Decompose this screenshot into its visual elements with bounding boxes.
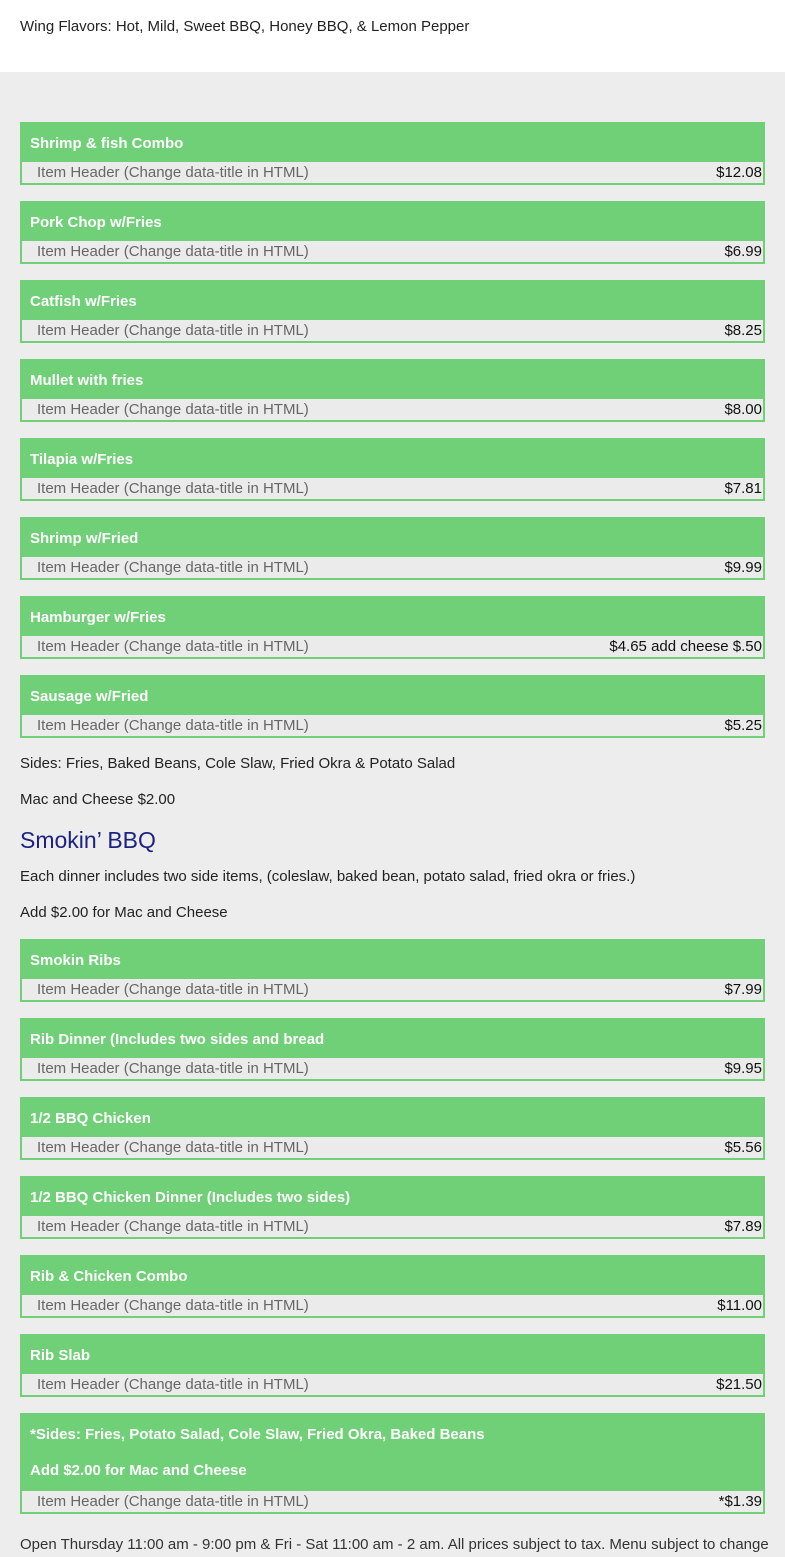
item-row [22,1374,763,1395]
item-row [22,1491,763,1512]
item-title: Rib Slab [30,1347,91,1364]
bbq-description: Each dinner includes two side items, (coleslaw, baked bean, potato salad, fried okra or fries.) [20,868,636,885]
item-title: Catfish w/Fries [30,293,137,310]
sides-note-line: *Sides: Fries, Potato Salad, Cole Slaw, Fried Okra, Baked Beans [30,1426,485,1443]
menu-item [20,675,765,738]
item-row [22,478,763,499]
item-price: $9.95 [724,1060,762,1077]
item-header-text: Item Header (Change data-title in HTML) [37,638,309,655]
sides-text: Sides: Fries, Baked Beans, Cole Slaw, Fried Okra & Potato Salad [20,755,456,772]
menu-item [20,280,765,343]
item-title: Mullet with fries [30,372,144,389]
item-price: $7.99 [724,981,762,998]
section-title-bbq: Smokin’ BBQ [20,827,156,853]
item-title: 1/2 BBQ Chicken Dinner (Includes two sides) [30,1189,351,1206]
bbq-add-mac-text: Add $2.00 for Mac and Cheese [20,904,228,921]
menu-item [20,1334,765,1397]
item-header-text: Item Header (Change data-title in HTML) [37,480,309,497]
fish-menu-list [20,122,765,738]
mac-cheese-text: Mac and Cheese $2.00 [20,791,176,808]
item-row [22,1058,763,1079]
item-price: $21.50 [716,1376,762,1393]
item-row [22,1137,763,1158]
item-header-text: Item Header (Change data-title in HTML) [37,243,309,260]
item-row [22,715,763,736]
item-header-text: Item Header (Change data-title in HTML) [37,559,309,576]
item-price: $7.81 [724,480,762,497]
item-row [22,162,763,183]
item-header-text: Item Header (Change data-title in HTML) [37,1493,309,1510]
item-price: $12.08 [716,164,762,181]
menu-item [20,517,765,580]
item-row [22,399,763,420]
item-price: $11.00 [717,1297,762,1314]
item-header-text: Item Header (Change data-title in HTML) [37,981,309,998]
item-row [22,320,763,341]
item-price: $8.00 [724,401,762,418]
item-title: Hamburger w/Fries [30,609,166,626]
menu-item-sides-note [20,1413,765,1514]
item-title: Sausage w/Fried [30,688,149,705]
item-row [22,241,763,262]
add-mac-note-line: Add $2.00 for Mac and Cheese [30,1462,247,1479]
item-price: $6.99 [724,243,762,260]
item-row [22,557,763,578]
item-header-text: Item Header (Change data-title in HTML) [37,1376,309,1393]
item-title: Pork Chop w/Fries [30,214,162,231]
item-row [22,1295,763,1316]
item-price: $7.89 [724,1218,762,1235]
menu-content [0,72,785,1553]
footer-hours-text: Open Thursday 11:00 am - 9:00 pm & Fri - Sat 11:00 am - 2 am. All prices subject to tax. Menu subject to change [20,1536,769,1553]
top-band [0,0,785,72]
item-price: $5.56 [724,1139,762,1156]
menu-item [20,1255,765,1318]
item-title: Shrimp w/Fried [30,530,139,547]
menu-item [20,596,765,659]
menu-item [20,1018,765,1081]
menu-item [20,1097,765,1160]
wing-flavors-text: Wing Flavors: Hot, Mild, Sweet BBQ, Honey BBQ, & Lemon Pepper [20,18,470,35]
menu-item [20,1176,765,1239]
item-header-text: Item Header (Change data-title in HTML) [37,717,309,734]
item-title: Shrimp & fish Combo [30,135,184,152]
item-price: *$1.39 [718,1493,762,1510]
item-header-text: Item Header (Change data-title in HTML) [37,164,309,181]
menu-item [20,359,765,422]
item-header-text: Item Header (Change data-title in HTML) [37,1139,309,1156]
item-price: $4.65 add cheese $.50 [609,638,762,655]
item-header-text: Item Header (Change data-title in HTML) [37,1060,309,1077]
item-title: 1/2 BBQ Chicken [30,1110,151,1127]
item-title: Tilapia w/Fries [30,451,134,468]
bbq-menu-list [20,939,765,1397]
menu-item [20,201,765,264]
item-header-text: Item Header (Change data-title in HTML) [37,1297,309,1314]
item-title: Rib Dinner (Includes two sides and bread [30,1031,325,1048]
item-header-text: Item Header (Change data-title in HTML) [37,322,309,339]
item-title: Smokin Ribs [30,952,121,969]
item-price: $9.99 [724,559,762,576]
item-header-text: Item Header (Change data-title in HTML) [37,1218,309,1235]
item-row [22,1216,763,1237]
item-price: $8.25 [724,322,762,339]
item-row [22,636,763,657]
item-title: Rib & Chicken Combo [30,1268,188,1285]
item-row [22,979,763,1000]
menu-item [20,122,765,185]
item-title [22,1415,763,1491]
menu-item [20,438,765,501]
item-header-text: Item Header (Change data-title in HTML) [37,401,309,418]
menu-item [20,939,765,1002]
item-price: $5.25 [724,717,762,734]
